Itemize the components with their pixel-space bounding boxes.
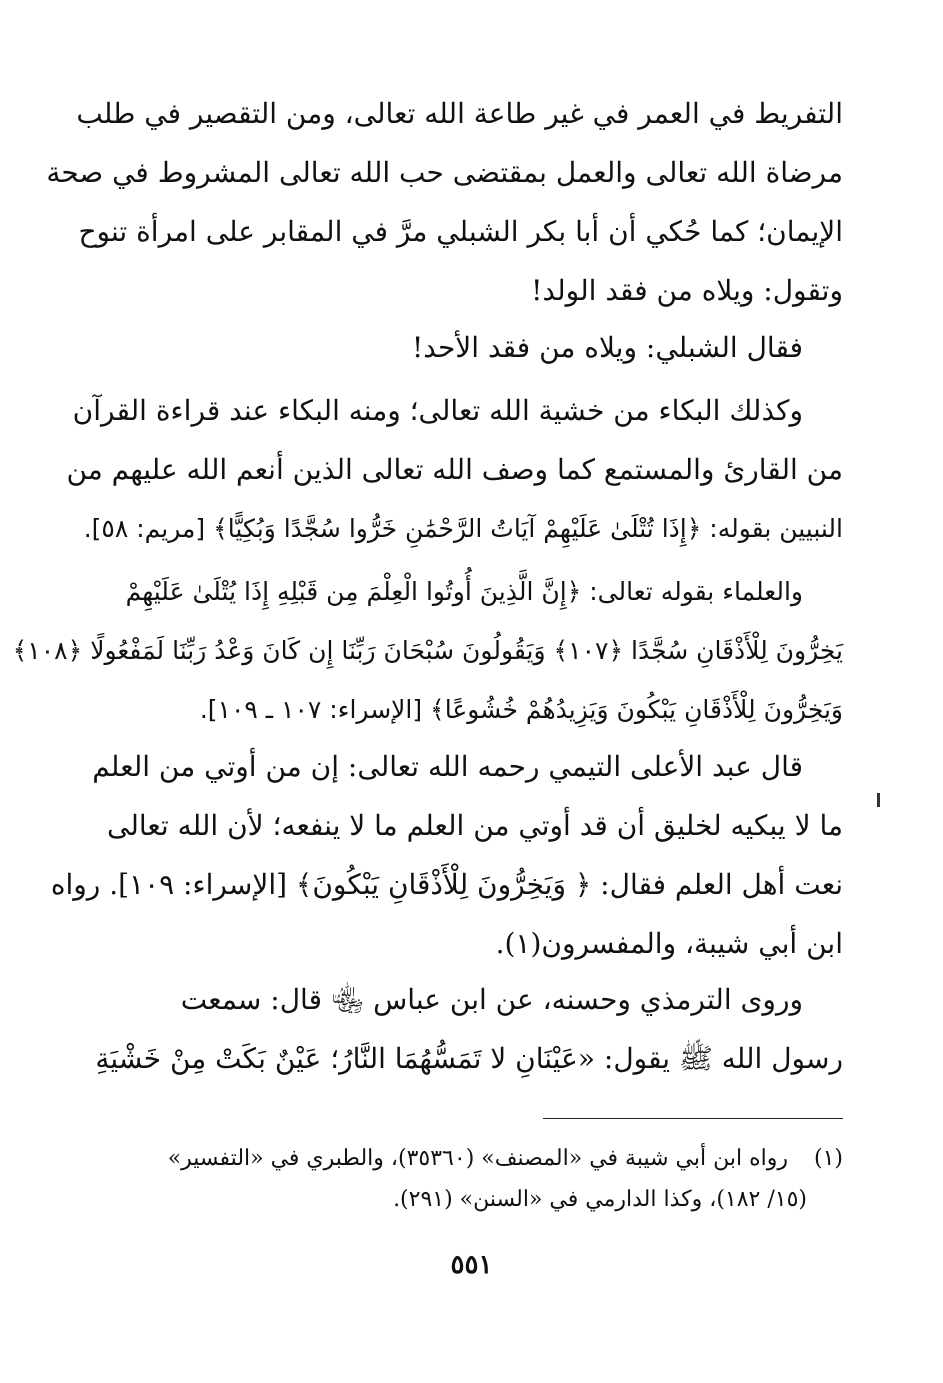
text-line: مرضاة الله تعالى والعمل بمقتضى حب الله تعالى المشروط في صحة [46,156,843,189]
text-line: قال عبد الأعلى التيمي رحمه الله تعالى: إن من أوتي من العلم [92,750,803,783]
text-line-with-quran-verse: والعلماء بقوله تعالى: ﴿إِنَّ الَّذِينَ أُوتُوا الْعِلْمَ مِن قَبْلِهِ إِذَا يُتْلَىٰ عَلَيْهِمْ [125,577,803,606]
text-line: ما لا يبكيه لخليق أن قد أوتي من العلم ما لا ينفعه؛ لأن الله تعالى [107,809,843,842]
text-line: التفريط في العمر في غير طاعة الله تعالى، ومن التقصير في طلب [76,97,843,130]
paragraph-3 [66,381,843,558]
text-line: وتقول: ويلاه من فقد الولد! [531,274,843,307]
text-line: فقال الشبلي: ويلاه من فقد الأحد! [412,331,803,364]
paragraph-1 [46,84,843,320]
footnote-text: رواه ابن أبي شيبة في «المصنف» (٣٥٣٦٠)، والطبري في «التفسير» [167,1146,788,1171]
footnote-number: (١) [813,1146,843,1171]
footnotes [128,1138,843,1220]
paragraph-6 [95,970,843,1088]
footnote-line [128,1138,843,1179]
text-line: نعت أهل العلم فقال: ﴿ وَيَخِرُّونَ لِلْأَذْقَانِ يَبْكُونَ﴾ [الإسراء: ١٠٩]. رواه [50,868,843,901]
text-line: وروى الترمذي وحسنه، عن ابن عباس ﵄ قال: سمعت [180,983,803,1016]
page-number: ٥٥١ [450,1250,493,1280]
text-line: الإيمان؛ كما حُكي أن أبا بكر الشبلي مرَّ في المقابر على امرأة تنوح [78,215,843,248]
text-line: من القارئ والمستمع كما وصف الله تعالى الذين أنعم الله عليهم من [66,453,843,486]
text-line: ابن أبي شيبة، والمفسرون(١). [495,927,843,960]
footnote-divider [543,1118,843,1119]
text-line: وكذلك البكاء من خشية الله تعالى؛ ومنه البكاء عند قراءة القرآن [72,394,803,427]
text-line: رسول الله ﷺ يقول: «عَيْنَانِ لا تَمَسُّهُمَا النَّارُ؛ عَيْنٌ بَكَتْ مِنْ خَشْيَةِ [95,1042,843,1075]
paragraph-2 [128,318,843,377]
paragraph-4 [12,562,843,739]
scan-mark [877,793,880,807]
quran-verse-line: يَخِرُّونَ لِلْأَذْقَانِ سُجَّدًا ﴿١٠٧﴾ وَيَقُولُونَ سُبْحَانَ رَبِّنَا إِن كَانَ وَعْدُ رَبِّنَا لَمَفْعُولًا ﴿١٠٨﴾ [12,636,843,665]
paragraph-5 [50,737,843,973]
footnote-line: (١٥/ ١٨٢)، وكذا الدارمي في «السنن» (٢٩١). [393,1187,807,1212]
text-line-with-quran-verse: النبيين بقوله: ﴿إِذَا تُتْلَىٰ عَلَيْهِمْ آيَاتُ الرَّحْمَٰنِ خَرُّوا سُجَّدًا وَبُكِيًّا﴾ [مريم: ٥٨]. [83,514,843,543]
quran-verse-line: وَيَخِرُّونَ لِلْأَذْقَانِ يَبْكُونَ وَيَزِيدُهُمْ خُشُوعًا﴾ [الإسراء: ١٠٧ ـ ١٠٩]. [199,695,843,724]
